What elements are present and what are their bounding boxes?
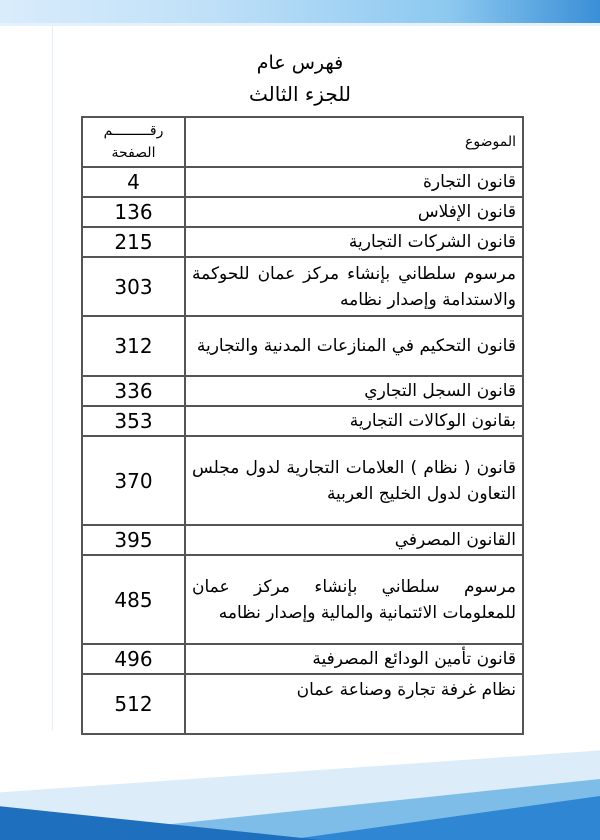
row-page: 215 [82,227,185,257]
row-page: 353 [82,406,185,436]
table-row [82,257,523,316]
row-page: 336 [82,376,185,406]
row-topic: قانون السجل التجاري [185,376,523,406]
row-topic: القانون المصرفي [185,525,523,555]
table-row [82,436,523,525]
table-row [82,376,523,406]
row-topic: قانون التحكيم في المنازعات المدنية والتجارية [185,316,523,376]
header-page-number [82,117,185,167]
row-page: 4 [82,167,185,197]
table-row [82,316,523,376]
row-page: 312 [82,316,185,376]
header-page-line2: الصفحة [111,145,156,161]
row-page: 136 [82,197,185,227]
row-topic: قانون ( نظام ) العلامات التجارية لدول مجلس التعاون لدول الخليج العربية [185,436,523,525]
row-page: 303 [82,257,185,316]
table-row [82,644,523,674]
table-row [82,197,523,227]
table-row [82,525,523,555]
row-topic: قانون تأمين الودائع المصرفية [185,644,523,674]
row-page: 496 [82,644,185,674]
row-page: 485 [82,555,185,644]
row-topic: مرسوم سلطاني بإنشاء مركز عمان للحوكمة والاستدامة وإصدار نظامه [185,257,523,316]
row-topic: قانون الإفلاس [185,197,523,227]
table-row [82,674,523,734]
row-page: 370 [82,436,185,525]
table-row [82,555,523,644]
row-page: 395 [82,525,185,555]
row-topic: نظام غرفة تجارة وصناعة عمان [185,674,523,734]
page-subtitle: للجزء الثالث [249,82,351,106]
row-topic: بقانون الوكالات التجارية [185,406,523,436]
row-topic: قانون التجارة [185,167,523,197]
table-header-row [82,117,523,167]
row-topic: قانون الشركات التجارية [185,227,523,257]
header-topic: الموضوع [185,117,523,167]
header-page-line1: رقـــــــــم [103,123,164,139]
row-page: 512 [82,674,185,734]
bottom-decorative-band [0,730,600,840]
index-table [81,116,524,735]
top-decorative-band [0,0,600,26]
table-row [82,167,523,197]
page-title: فهرس عام [256,52,344,74]
page-margin-line [52,26,53,730]
table-row [82,406,523,436]
row-topic: مرسوم سلطاني بإنشاء مركز عمان للمعلومات الائتمانية والمالية وإصدار نظامه [185,555,523,644]
table-row [82,227,523,257]
